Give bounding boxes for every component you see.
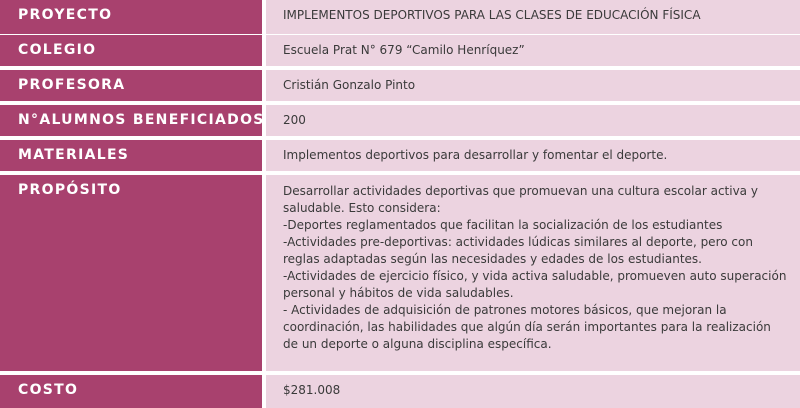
proposito-line: Desarrollar actividades deportivas que promuevan una cultura escolar activa y [283, 184, 758, 198]
row-profesora [0, 70, 800, 101]
value-proposito [266, 175, 800, 371]
value-colegio: Escuela Prat N° 679 “Camilo Henríquez” [266, 35, 800, 66]
label-materiales: MATERIALES [0, 140, 262, 171]
row-alumnos [0, 105, 800, 136]
value-materiales: Implementos deportivos para desarrollar y fomentar el deporte. [266, 140, 800, 171]
row-materiales [0, 140, 800, 171]
proposito-line: -Deportes reglamentados que facilitan la socialización de los estudiantes [283, 218, 723, 232]
proposito-line: -Actividades pre-deportivas: actividades lúdicas similares al deporte, pero con [283, 235, 753, 249]
proposito-line: -Actividades de ejercicio físico, y vida activa saludable, promueven auto superación [283, 269, 787, 283]
label-profesora: PROFESORA [0, 70, 262, 101]
proposito-line: saludable. Esto considera: [283, 201, 441, 215]
row-proposito [0, 175, 800, 371]
proposito-line: reglas adaptadas según las necesidades y edades de los estudiantes. [283, 252, 702, 266]
value-profesora: Cristián Gonzalo Pinto [266, 70, 800, 101]
row-costo [0, 375, 800, 408]
value-proyecto: IMPLEMENTOS DEPORTIVOS PARA LAS CLASES DE EDUCACIÓN FÍSICA [266, 0, 800, 34]
label-costo: COSTO [0, 375, 262, 408]
label-proposito: PROPÓSITO [0, 175, 262, 371]
row-proyecto [0, 0, 800, 34]
label-alumnos: N°ALUMNOS BENEFICIADOS [0, 105, 262, 136]
value-alumnos: 200 [266, 105, 800, 136]
proposito-line: - Actividades de adquisición de patrones motores básicos, que mejoran la [283, 303, 727, 317]
proposito-line: coordinación, las habilidades que algún día serán importantes para la realización [283, 320, 771, 334]
proposito-line: personal y hábitos de vida saludables. [283, 286, 514, 300]
proposito-line: de un deporte o alguna disciplina específica. [283, 337, 552, 351]
value-costo: $281.008 [266, 375, 800, 408]
row-colegio [0, 35, 800, 66]
label-colegio: COLEGIO [0, 35, 262, 66]
label-proyecto: PROYECTO [0, 0, 262, 34]
